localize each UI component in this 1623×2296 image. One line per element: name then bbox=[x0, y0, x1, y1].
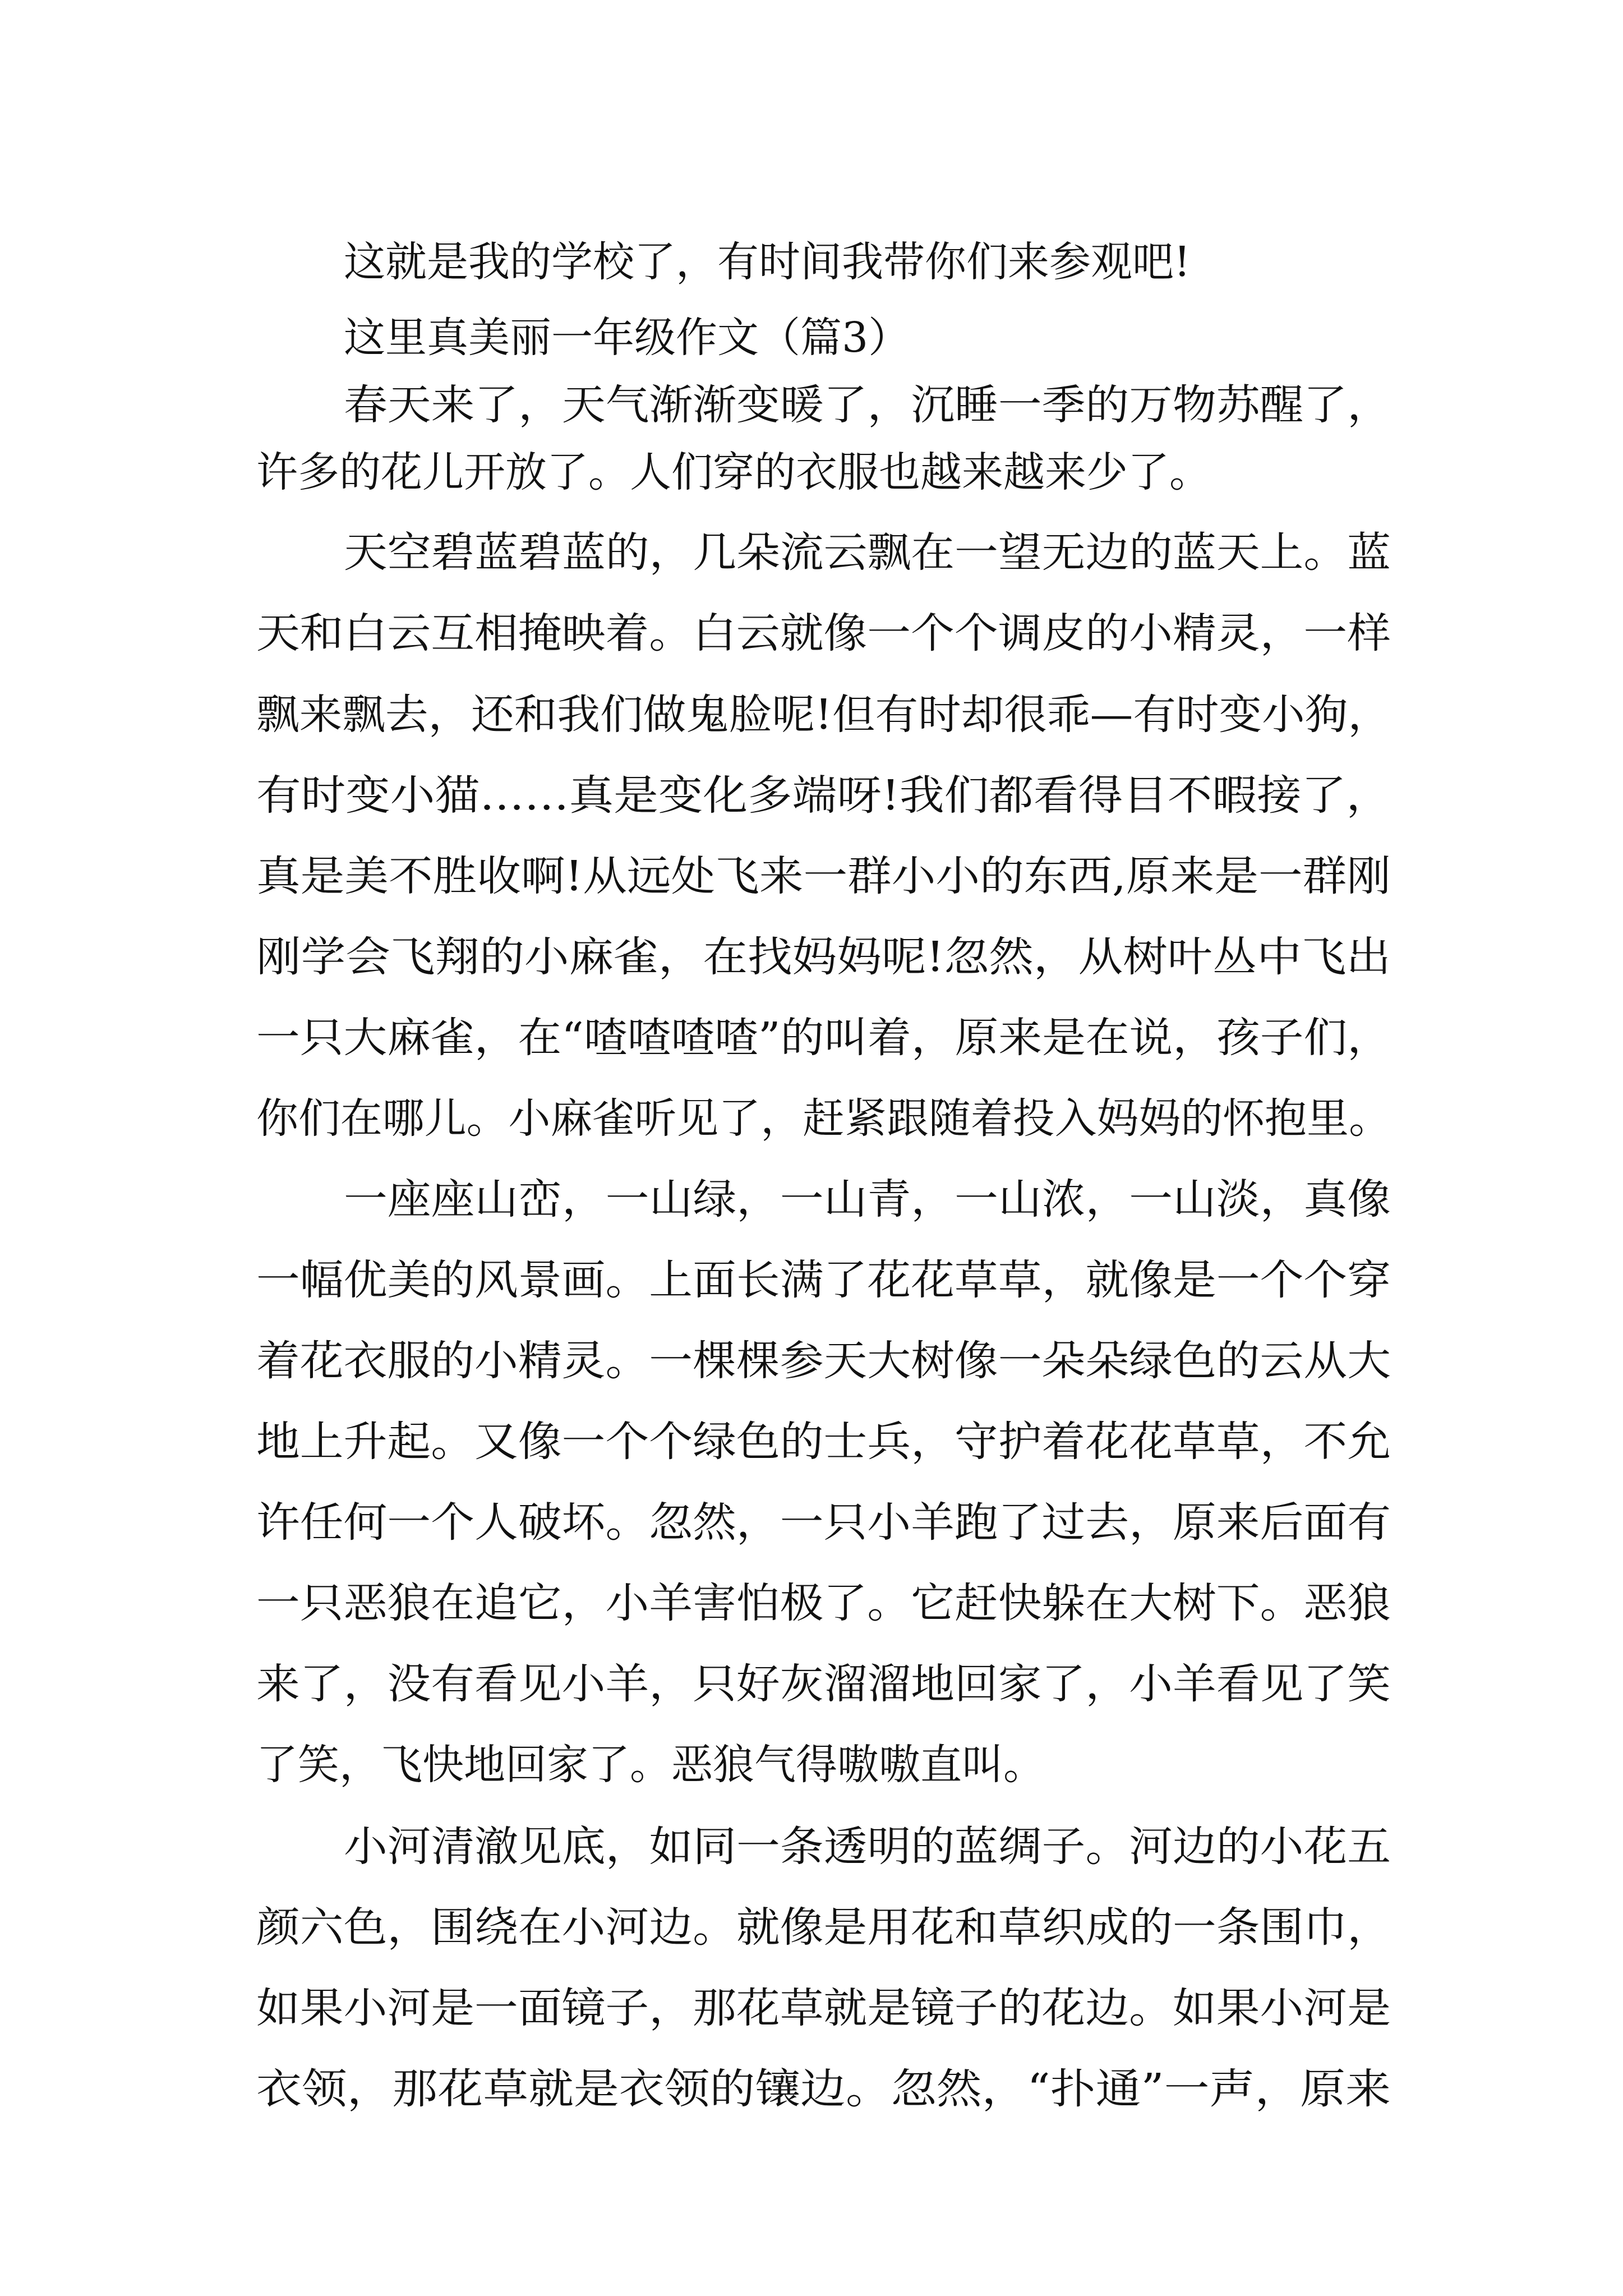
text-line: 一座座山峦，一山绿，一山青，一山浓，一山淡，真像 bbox=[344, 1175, 1391, 1223]
text-line: 来了，没有看见小羊，只好灰溜溜地回家了，小羊看见了笑 bbox=[256, 1660, 1391, 1708]
text-line: 春天来了，天气渐渐变暖了，沉睡一季的万物苏醒了， bbox=[344, 381, 1391, 429]
text-line: 这就是我的学校了，有时间我带你们来参观吧! bbox=[344, 238, 1191, 286]
text-line: 一只恶狼在追它，小羊害怕极了。它赶快躲在大树下。恶狼 bbox=[256, 1579, 1391, 1627]
text-line: 天空碧蓝碧蓝的，几朵流云飘在一望无边的蓝天上。蓝 bbox=[344, 528, 1391, 577]
text-line: 有时变小猫……真是变化多端呀!我们都看得目不暇接了， bbox=[256, 771, 1391, 820]
text-line: 许多的花儿开放了。人们穿的衣服也越来越来少了。 bbox=[256, 448, 1211, 496]
text-line: 了笑，飞快地回家了。恶狼气得嗷嗷直叫。 bbox=[256, 1741, 1045, 1789]
text-line: 一只大麻雀，在“喳喳喳喳”的叫着，原来是在说，孩子们， bbox=[256, 1014, 1391, 1062]
text-line: 你们在哪儿。小麻雀听见了，赶紧跟随着投入妈妈的怀抱里。 bbox=[256, 1094, 1391, 1143]
text-line: 飘来飘去，还和我们做鬼脸呢!但有时却很乖—有时变小狗， bbox=[256, 691, 1391, 739]
text-line: 天和白云互相掩映着。白云就像一个个调皮的小精灵，一样 bbox=[256, 609, 1391, 657]
text-line: 小河清澈见底，如同一条透明的蓝绸子。河边的小花五 bbox=[344, 1823, 1391, 1871]
text-line: 衣领，那花草就是衣领的镶边。忽然，“扑通”一声，原来 bbox=[256, 2065, 1391, 2113]
section-heading: 这里真美丽一年级作文（篇3） bbox=[344, 314, 910, 362]
text-line: 颜六色，围绕在小河边。就像是用花和草织成的一条围巾， bbox=[256, 1903, 1391, 1952]
text-line: 如果小河是一面镜子，那花草就是镜子的花边。如果小河是 bbox=[256, 1984, 1391, 2032]
text-line: 着花衣服的小精灵。一棵棵参天大树像一朵朵绿色的云从大 bbox=[256, 1337, 1391, 1385]
text-line: 刚学会飞翔的小麻雀，在找妈妈呢!忽然，从树叶丛中飞出 bbox=[256, 933, 1391, 981]
text-line: 许任何一个人破坏。忽然，一只小羊跑了过去，原来后面有 bbox=[256, 1498, 1391, 1547]
text-line: 真是美不胜收啊!从远处飞来一群小小的东西,原来是一群刚 bbox=[256, 852, 1391, 900]
text-line: 地上升起。又像一个个绿色的士兵，守护着花花草草，不允 bbox=[256, 1418, 1391, 1466]
text-line: 一幅优美的风景画。上面长满了花花草草，就像是一个个穿 bbox=[256, 1256, 1391, 1304]
